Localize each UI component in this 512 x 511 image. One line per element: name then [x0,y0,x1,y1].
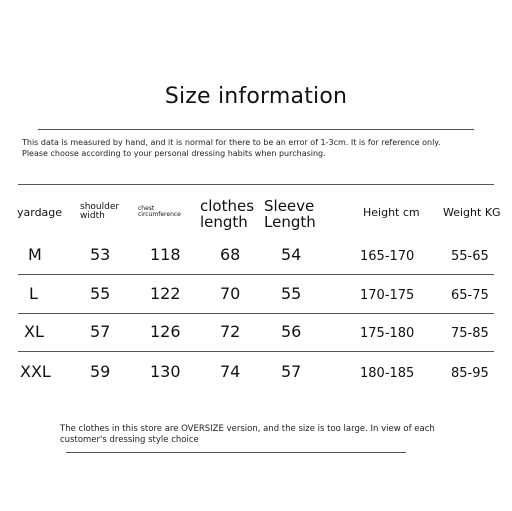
table-row [0,245,512,269]
cell-clothes: 68 [220,245,241,264]
row-divider [18,351,494,352]
header-clothes-line: clothes [200,197,255,215]
cell-clothes: 72 [220,322,241,341]
header-sleeve-length [264,199,316,231]
cell-size: L [29,284,38,303]
measurement-note [22,137,502,159]
oversize-note [60,424,480,446]
header-chest-circumference [138,206,181,219]
header-chest-line: circumference [138,211,181,219]
cell-sleeve: 55 [281,284,302,303]
cell-clothes: 74 [220,362,241,381]
header-clothes-length [200,199,254,231]
cell-chest: 122 [150,284,181,303]
header-shoulder-line: shoulder [80,202,120,212]
cell-chest: 130 [150,362,181,381]
cell-weight: 85-95 [451,366,489,381]
page-title: Size information [164,84,348,109]
cell-sleeve: 57 [281,362,302,381]
cell-sleeve: 56 [281,322,302,341]
footer-divider [66,452,406,453]
cell-shoulder: 55 [90,284,111,303]
cell-size: XL [24,322,44,341]
oversize-note-line: customer's dressing style choice [60,435,199,445]
cell-weight: 55-65 [451,249,489,264]
header-weight: Weight KG [443,206,501,219]
cell-height: 180-185 [360,366,415,381]
cell-shoulder: 59 [90,362,111,381]
table-row [0,284,512,308]
header-sleeve-line: Sleeve [264,197,315,215]
cell-chest: 126 [150,322,181,341]
header-shoulder-line: width [80,211,105,222]
table-row [0,362,512,386]
cell-shoulder: 57 [90,322,111,341]
header-chest-line: chest [138,205,155,212]
cell-height: 175-180 [360,326,415,341]
cell-chest: 118 [150,245,181,264]
measurement-note-line: Please choose according to your personal dressing habits when purchasing. [22,149,326,158]
cell-sleeve: 54 [281,245,302,264]
row-divider [18,274,494,275]
header-yardage: yardage [17,206,63,219]
header-sleeve-line: Length [264,212,316,231]
oversize-note-line: The clothes in this store are OVERSIZE version, and the size is too large. In view of each [60,424,435,434]
measurement-note-line: This data is measured by hand, and it is normal for there to be an error of 1-3cm. It is for reference only. [22,138,441,147]
cell-clothes: 70 [220,284,241,303]
note-divider [18,184,494,185]
cell-height: 165-170 [360,249,415,264]
row-divider [18,313,494,314]
title-divider [38,129,474,130]
header-clothes-line: length [200,212,248,231]
cell-size: M [28,245,42,264]
table-row [0,322,512,346]
cell-weight: 75-85 [451,326,489,341]
cell-shoulder: 53 [90,245,111,264]
cell-size: XXL [20,362,51,381]
cell-height: 170-175 [360,288,415,303]
cell-weight: 65-75 [451,288,489,303]
header-height: Height cm [363,206,420,219]
header-shoulder-width [80,203,119,222]
